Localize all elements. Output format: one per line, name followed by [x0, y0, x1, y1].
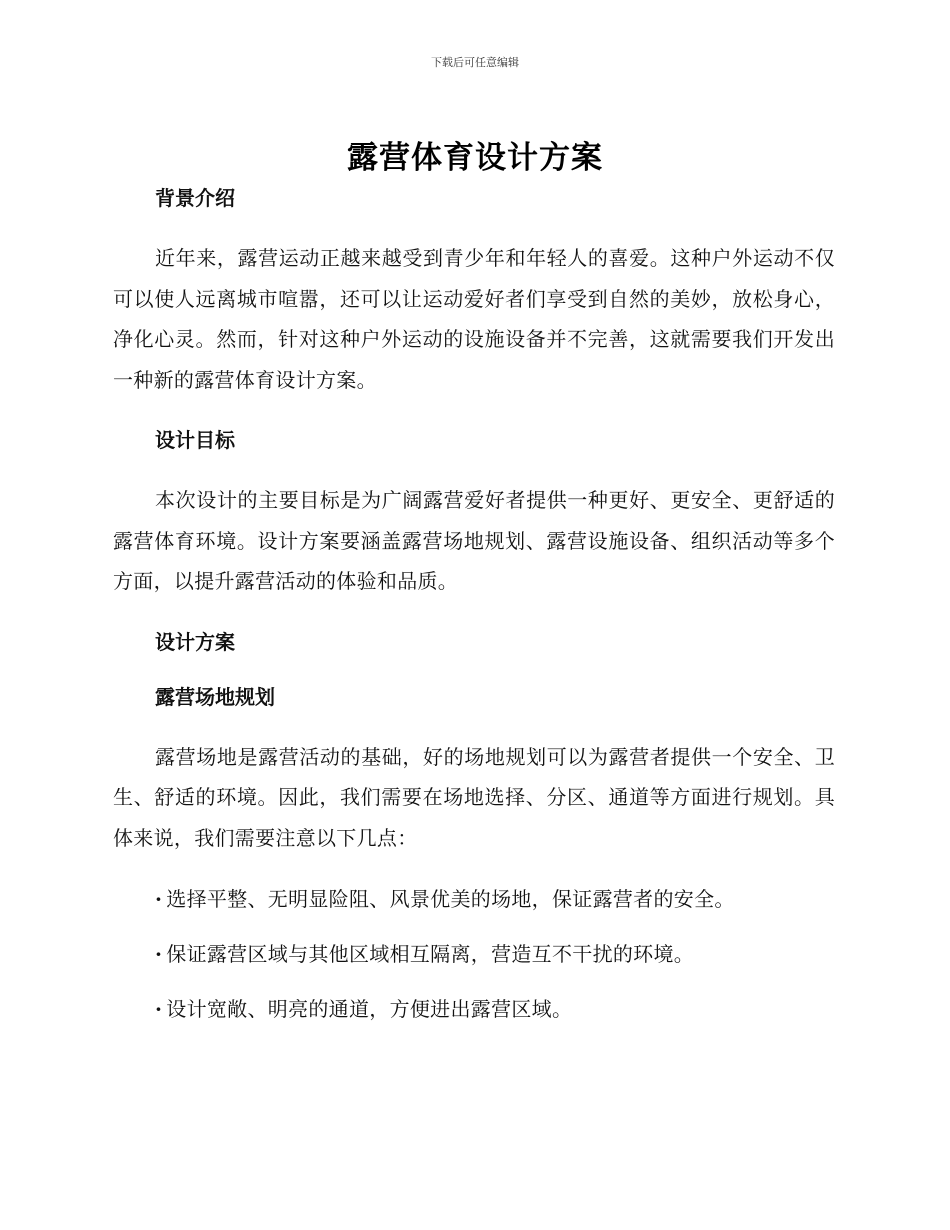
- list-item: [113, 940, 835, 968]
- bullet-marker: ·: [155, 887, 163, 911]
- list-item-text: 设计宽敞、明亮的通道，方便进出露营区域。: [166, 997, 573, 1021]
- section-heading-background: 背景介绍: [155, 186, 235, 210]
- section-heading-plan: 设计方案: [155, 629, 235, 654]
- list-item-text: 选择平整、无明显险阻、风景优美的场地，保证露营者的安全。: [166, 887, 735, 911]
- bullet-marker: ·: [155, 997, 163, 1021]
- document-title: 露营体育设计方案: [347, 140, 603, 176]
- list-item: [113, 885, 835, 913]
- bullet-marker: ·: [155, 942, 163, 966]
- list-item-text: 保证露营区域与其他区域相互隔离，营造互不干扰的环境。: [166, 942, 695, 966]
- document-body: [113, 184, 835, 1023]
- paragraph-site: 露营场地是露营活动的基础，好的场地规划可以为露营者提供一个安全、卫生、舒适的环境。因此，我们需要在场地选择、分区、通道等方面进行规划。具体来说，我们需要注意以下几点：: [113, 744, 835, 850]
- paragraph-background: 近年来，露营运动正越来越受到青少年和年轻人的喜爱。这种户外运动不仅可以使人远离城市喧嚣，还可以让运动爱好者们享受到自然的美妙，放松身心，净化心灵。然而，针对这种户外运动的设施设备并不完善，这就需要我们开发出一种新的露营体育设计方案。: [113, 246, 835, 392]
- section-heading-goal: 设计目标: [155, 428, 235, 452]
- paragraph-goal: 本次设计的主要目标是为广阔露营爱好者提供一种更好、更安全、更舒适的露营体育环境。设计方案要涵盖露营场地规划、露营设施设备、组织活动等多个方面，以提升露营活动的体验和品质。: [113, 488, 835, 593]
- header-note: 下载后可任意编辑: [431, 56, 519, 69]
- list-item: [113, 995, 835, 1023]
- section-heading-site: 露营场地规划: [155, 684, 275, 709]
